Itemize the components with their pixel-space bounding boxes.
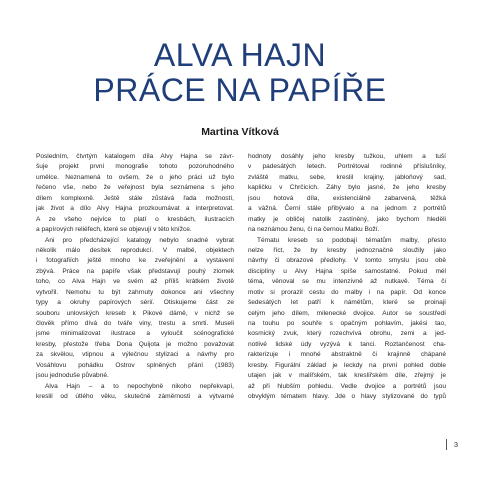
text-line: kapličku v Chrčicích. Záhy bylo jasné, že jeho kresby [248, 184, 446, 192]
text-line: kresby, přestože třeba Dona Quijota je možno považovat [36, 340, 234, 348]
text-line: až při hlubším pohledu. Vedle dvojice a portrétů jsou [248, 382, 446, 390]
author-name: Martina Vítková [201, 126, 279, 138]
text-line: utajen jak v malířském, tak kreslířském díle, zřejmý je [248, 372, 446, 380]
text-line: notlivé lidské údy vyzývá k tanci. Roztančenost cha- [248, 340, 446, 348]
text-line: dílem komplexně. Ještě stále zůstává řada možností, [36, 194, 234, 202]
text-line: kreslil od útlého věku, skutečně záměrnosti a výtvarné [36, 393, 234, 401]
text-line: A ze všeho nejvíce to platí o kresbách, ilustracích [36, 215, 234, 223]
text-line: Tématu kreseb so podobají tématům malby, přesto [257, 236, 446, 244]
text-line: matky je obličej natolik zastíněný, jako bychom hleděli [248, 215, 446, 223]
text-line: jak život a dílo Alvy Hajna prozkoumávat a interpretovat. [36, 205, 234, 213]
title-line-1: ALVA HAJN [153, 37, 327, 73]
body-columns [36, 152, 446, 403]
page-number: 3 [453, 440, 458, 449]
text-line: nelze říct, že by kresby jednoznačně sloužily jako [248, 246, 446, 254]
text-line: toho, co Alva Hajn ve svém až příliš krátkém životě [36, 278, 234, 286]
text-line: návrhy či obrazové předlohy. V tomto smyslu jsou obě [248, 257, 446, 265]
text-line: kosmický zvuk, který rozechvívá obrohu, zemi a jed- [248, 330, 446, 338]
text-column-left [36, 152, 234, 403]
text-line: souboru unlovských kreseb k Pikové dámě, v nichž se [36, 309, 234, 317]
text-line: i fotografiích ještě mnoho ke zveřejnění a vystavení [36, 257, 234, 265]
text-line: kresby. Figurální základ je leckdy na první pohled doble [248, 361, 446, 369]
text-line: vytvořil. Nemohu tu být zahrnuty dokonce ani všechny [36, 288, 234, 296]
title-block [0, 38, 480, 108]
text-line: umělce. Neznamená to ovšem, že o jeho práci už bylo [36, 173, 234, 181]
text-line: téma, věnoval se mu intenzivně až nutkavě. Téma či [248, 278, 446, 286]
text-line: na touhu po souhře s opačným pohlavím, jakési tao, [248, 320, 446, 327]
text-line: typy a okruhy papírových sérií. Otiskujeme část ze [36, 299, 234, 307]
text-line: a vážná. Černí stále přibývalo a na jednom z portrétů [248, 205, 446, 213]
text-line: několik málo desítek reprodukcí. V malbě, objektech [36, 246, 234, 254]
text-line: v padesátých letech. Portrétoval rodinné příslušníky, [248, 163, 446, 171]
text-column-right [248, 152, 446, 403]
title-line-2: PRÁCE NA PAPÍŘE [93, 72, 387, 108]
text-line: zbývá. Práce na papíře však představují pouhý zlomek [36, 267, 234, 275]
text-line: Alva Hajn – a to nepochybně nikoho nepřekvapí, [45, 382, 234, 390]
text-line: disciplíny u Alvy Hajna spíše samostatné. Pokud mél [248, 267, 446, 275]
text-line: na neznámou ženu, či na černou Matku Boží. [248, 226, 380, 234]
page-number-divider [446, 439, 447, 450]
text-line: Posledním, čtvrtým katalogem díla Alvy Hajna se závr- [36, 153, 234, 160]
text-line: šedesátých let patří k námětům, které se proinají [248, 299, 446, 307]
text-line: a papírových reliéfech, které se objevují v této knížce. [36, 226, 192, 234]
text-line: jsou jednoduše půvabné. [36, 372, 109, 380]
text-line: celým jeho dílem, milenecké dvojice. Autor se soustředí [248, 309, 446, 317]
text-line: Ani pro předcházející katalogy nebylo snadné vybrat [45, 236, 234, 244]
text-line: řečeno vše, nebo že veřejnost byla seznámena s jeho [36, 184, 234, 192]
text-line: jsou hotová díla, existenciálně zabarvená, těžká [248, 194, 446, 202]
text-line: člověk přímo dívá do tváře viny, trestu a smrti. Museli [36, 320, 234, 327]
text-line: rakterizuje i mnohé abstraktně či krajinně chápané [248, 351, 446, 359]
text-line: jsme minimalizovat ilustrace a vyloučit scénografické [36, 330, 234, 338]
text-line: šuje projekt první monografie tohoto pozoruhodného [36, 163, 234, 171]
text-line: motiv si prorazil cestu do malby i na papír. Od konce [248, 288, 446, 296]
text-line: hodnoty dosáhly jeho kresby tužkou, uhlem a tuší [248, 153, 446, 160]
text-line: Vosáhlovu pohádku Ostrov splněných přání (1983) [36, 361, 234, 369]
text-line: za skvělou, vtipnou a výlečnou stylizaci a návrhy pro [36, 351, 234, 359]
text-line: zvláště matku, sebe, kreslil krajiny, jabloňový sad, [248, 173, 446, 181]
text-line: obvyklým tématem hlavy. Jde o hlavy stylizované do typů [248, 393, 446, 401]
